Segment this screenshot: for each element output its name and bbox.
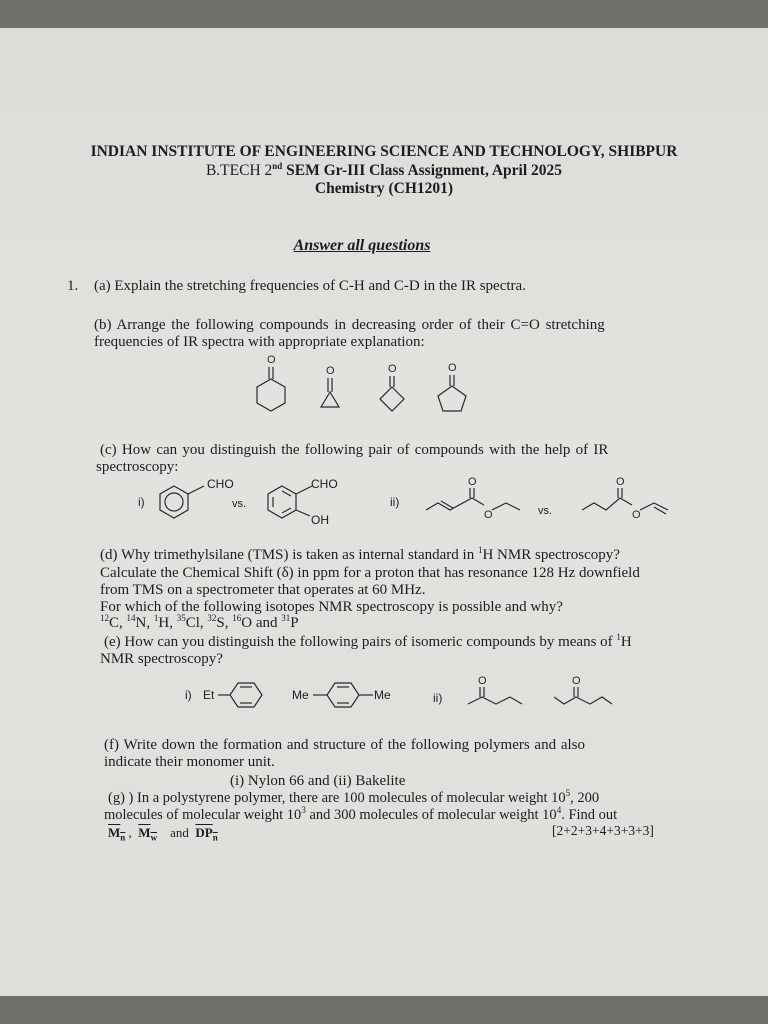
mn-symbol: $M_n$ — [108, 825, 126, 843]
q1-part-d-line1: (d) Why trimethylsilane (TMS) is taken as internal standard in $^1$H NMR spectroscopy? — [100, 545, 620, 563]
vs-label: vs. — [232, 498, 247, 510]
cho-label: CHO — [311, 477, 338, 491]
oxygen-label: O — [572, 675, 581, 687]
course-line: B.TECH 2nd SEM Gr-III Class Assignment, April 2025 — [205, 160, 563, 179]
q1-part-f-polymers: (i) Nylon 66 and (ii) Bakelite — [230, 773, 406, 789]
q1-part-e-line1: (e) How can you distinguish the following pairs of isomeric compounds by means of $^1$H — [104, 632, 632, 650]
q1-part-c-line1: (c) How can you distinguish the following pair of compounds with the help of IR — [100, 442, 609, 458]
et-label: Et — [203, 688, 215, 702]
oh-label: OH — [311, 513, 329, 527]
q1-part-f-line2: indicate their monomer unit. — [104, 754, 275, 770]
oxygen-label: O — [616, 476, 625, 488]
oxygen-label: O — [388, 363, 397, 375]
me-label: Me — [374, 688, 391, 702]
q1-part-d-line4: For which of the following isotopes NMR spectroscopy is possible and why? — [100, 599, 563, 615]
marks-distribution: [2+2+3+4+3+3+3] — [552, 823, 654, 838]
oxygen-label: O — [448, 362, 457, 374]
q1-part-g-line1: (g) ) In a polystyrene polymer, there are 100 molecules of molecular weight $10^5$, 200 — [108, 788, 600, 806]
dpn-symbol: $DP_n$ — [195, 825, 218, 843]
e-label-i: i) — [185, 688, 192, 702]
institute-title: INDIAN INSTITUTE OF ENGINEERING SCIENCE AND TECHNOLOGY, SHIBPUR — [90, 143, 678, 160]
cyclohexanone-structure — [252, 352, 302, 414]
cyclobutanone-structure — [376, 352, 416, 414]
question-number: 1. — [67, 278, 79, 294]
butanal-structure — [466, 672, 536, 712]
c-label-ii: ii) — [390, 495, 400, 509]
isotope-list: $^{12}$C, $^{14}$N, $^1$H, $^{35}$Cl, $^{32}$S, $^{16}$O and $^{31}$P — [100, 613, 299, 631]
butanone-structure — [552, 672, 622, 712]
q1-part-g-line2: molecules of molecular weight $10^3$ and 300 molecules of molecular weight $10^4$. Find out — [104, 805, 618, 823]
oxygen-label: O — [267, 354, 276, 366]
q1-part-e-line2: NMR spectroscopy? — [100, 651, 223, 667]
q1-part-d-line2: Calculate the Chemical Shift (δ) in ppm for a proton that has resonance 128 Hz downfield — [100, 565, 640, 581]
p-xylene-structure — [313, 678, 383, 718]
oxygen-label: O — [468, 476, 477, 488]
c-label-i: i) — [138, 495, 145, 509]
oxygen-label: O — [326, 365, 335, 377]
q1-part-g-symbols: $M_n$ , $M_w$ and $DP_n$ — [108, 825, 218, 843]
cyclopentanone-structure — [436, 352, 476, 414]
me-label: Me — [292, 688, 309, 702]
e-label-ii: ii) — [433, 691, 443, 705]
oxygen-label: O — [484, 509, 493, 521]
q1-part-b-line2: frequencies of IR spectra with appropriate explanation: — [94, 334, 425, 350]
vs-label: vs. — [538, 505, 553, 517]
q1-part-c-line2: spectroscopy: — [96, 459, 179, 475]
cyclopropanone-structure — [318, 352, 348, 414]
q1-part-a: (a) Explain the stretching frequencies of C-H and C-D in the IR spectra. — [94, 278, 526, 294]
unsaturated-ester-structure — [424, 474, 534, 524]
instruction: Answer all questions — [293, 237, 431, 254]
q1-part-f-line1: (f) Write down the formation and structure of the following polymers and also — [104, 737, 585, 753]
subject-line: Chemistry (CH1201) — [314, 180, 454, 197]
q1-part-d-line3: from TMS on a spectrometer that operates at 60 MHz. — [100, 582, 426, 598]
oxygen-label: O — [478, 675, 487, 687]
vinyl-ester-structure — [580, 474, 680, 524]
ethylbenzene-structure — [218, 678, 278, 718]
mw-symbol: $M_w$ — [138, 825, 158, 843]
q1-part-b-line1: (b) Arrange the following compounds in decreasing order of their C=O stretching — [94, 317, 605, 333]
oxygen-label: O — [632, 509, 641, 521]
cho-label: CHO — [207, 477, 234, 491]
